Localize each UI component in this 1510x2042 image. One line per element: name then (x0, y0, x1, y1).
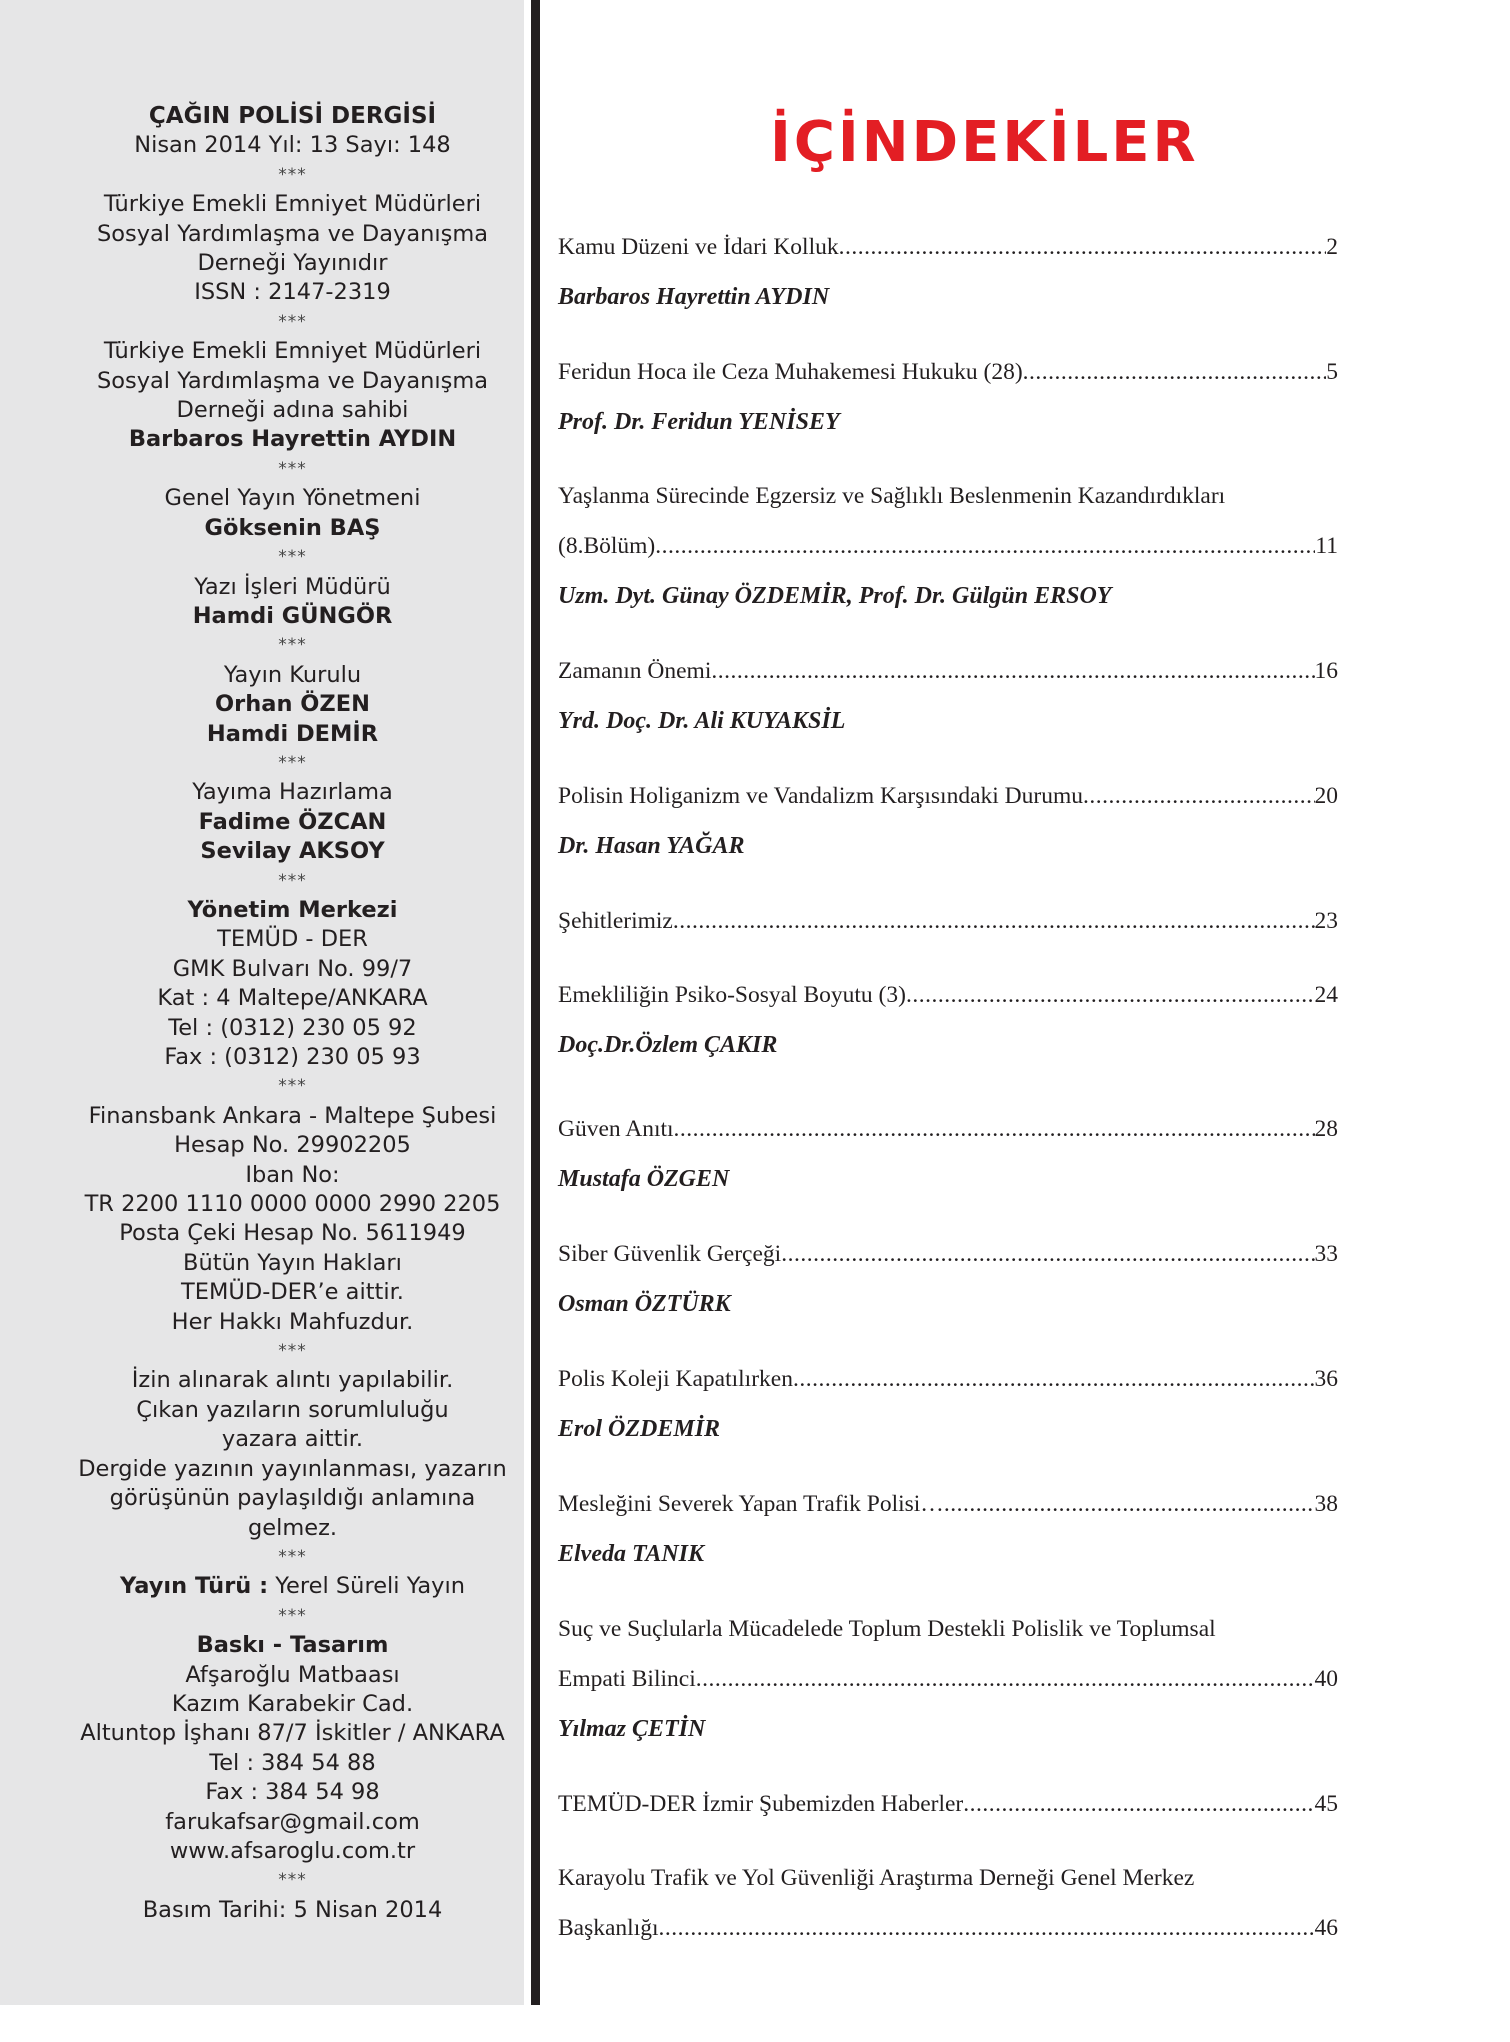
leader-dots (655, 521, 1315, 571)
toc-entry-line (558, 1903, 1338, 1953)
toc-entry-line (558, 970, 1338, 1020)
entry-page: 5 (1326, 359, 1338, 385)
issue-info: Nisan 2014 Yıl: 13 Sayı: 148 (134, 132, 451, 159)
toc-entry[interactable] (558, 1354, 1338, 1454)
notice-line: yazara aittir. (221, 1426, 364, 1453)
prep-block (0, 778, 585, 866)
entry-title: Emekliliğin Psiko-Sosyal Boyutu (3) (558, 982, 906, 1008)
toc-entry-line (558, 1104, 1338, 1154)
separator: *** (278, 635, 307, 656)
iban: TR 2200 1110 0000 0000 2990 2205 (84, 1191, 501, 1218)
entry-title-first-line: Karayolu Trafik ve Yol Güvenliği Araştırma Derneği Genel Merkez (558, 1865, 1195, 1891)
print-block (0, 1631, 585, 1866)
owner-line: Derneği adına sahibi (176, 397, 409, 424)
leader-dots (674, 1104, 1315, 1154)
hq-block (0, 896, 585, 1072)
prep-member: Sevilay AKSOY (200, 838, 385, 865)
toc-entry[interactable] (558, 1479, 1338, 1579)
entry-title: Zamanın Önemi (558, 658, 712, 684)
entry-title: Feridun Hoca ile Ceza Muhakemesi Hukuku (28) (558, 359, 1023, 385)
toc-entry-line (558, 222, 1338, 272)
separator: *** (278, 1076, 307, 1097)
separator: *** (278, 547, 307, 568)
entry-page: 2 (1326, 234, 1338, 260)
separator: *** (278, 1605, 307, 1626)
publisher-block (0, 190, 585, 308)
entry-title: Şehitlerimiz (558, 908, 673, 934)
toc-entry-line (558, 896, 1338, 946)
publication-type (0, 1572, 585, 1601)
toc-entry-line (558, 347, 1338, 397)
entry-page: 11 (1315, 533, 1338, 559)
toc-entry-line (558, 771, 1338, 821)
board-label: Yayın Kurulu (223, 661, 362, 688)
entry-title: Polis Koleji Kapatılırken (558, 1366, 793, 1392)
toc-entry-line (558, 1479, 1338, 1529)
separator: *** (278, 458, 307, 479)
toc-entry-line (558, 646, 1338, 696)
separator: *** (278, 870, 307, 891)
toc-entry[interactable] (558, 646, 1338, 746)
bank-line: Finansbank Ankara - Maltepe Şubesi (88, 1102, 497, 1129)
toc-entry[interactable] (558, 347, 1338, 447)
toc-entry-line (558, 1354, 1338, 1404)
rights-line: Bütün Yayın Hakları (183, 1249, 402, 1276)
leader-dots (659, 1903, 1315, 1953)
toc-entry[interactable] (558, 1779, 1338, 1829)
notice-line: gelmez. (247, 1514, 338, 1541)
owner-line: Türkiye Emekli Emniyet Müdürleri (103, 338, 482, 365)
toc-entry[interactable] (558, 1229, 1338, 1329)
entry-title: Güven Anıtı (558, 1116, 674, 1142)
entry-page: 36 (1314, 1366, 1338, 1392)
entry-author: Barbaros Hayrettin AYDIN (558, 284, 830, 310)
print-date: Basım Tarihi: 5 Nisan 2014 (142, 1896, 443, 1923)
leader-dots (711, 646, 1314, 696)
entry-page: 45 (1314, 1791, 1338, 1817)
print-fax: Fax : 384 54 98 (205, 1779, 380, 1806)
toc-entry[interactable] (558, 1853, 1338, 1953)
entry-page: 23 (1314, 908, 1338, 934)
hq-line: GMK Bulvarı No. 99/7 (172, 955, 413, 982)
entry-title: Empati Bilinci (558, 1666, 696, 1692)
managing-editor-block (0, 573, 585, 632)
entry-page: 33 (1314, 1241, 1338, 1267)
notice-line: Çıkan yazıların sorumluluğu (136, 1396, 449, 1423)
print-label: Baskı - Tasarım (196, 1632, 389, 1659)
print-phone: Tel : 384 54 88 (209, 1749, 376, 1776)
toc-entry[interactable] (558, 1604, 1338, 1754)
magazine-title: ÇAĞIN POLİSİ DERGİSİ (148, 103, 437, 129)
entry-author: Doç.Dr.Özlem ÇAKIR (558, 1032, 778, 1058)
separator: *** (278, 1870, 307, 1891)
board-block (0, 661, 585, 749)
entry-author: Osman ÖZTÜRK (558, 1291, 731, 1317)
notice-line: görüşünün paylaşıldığı anlamına (109, 1485, 476, 1512)
separator: *** (278, 164, 307, 185)
bank-line: Iban No: (245, 1161, 340, 1188)
type-value: Yerel Süreli Yayın (275, 1573, 465, 1600)
toc-entry[interactable] (558, 1104, 1338, 1204)
publisher-line: Derneği Yayınıdır (197, 250, 388, 277)
toc-entry[interactable] (558, 970, 1338, 1070)
entry-page: 40 (1314, 1666, 1338, 1692)
editor-block (0, 484, 585, 543)
rights-line: Her Hakkı Mahfuzdur. (171, 1308, 414, 1335)
editor-name: Göksenin BAŞ (204, 514, 381, 541)
toc-entry[interactable] (558, 771, 1338, 871)
entry-title: TEMÜD-DER İzmir Şubemizden Haberler (558, 1791, 964, 1817)
toc-title: İÇİNDEKİLER (770, 110, 1199, 175)
entry-title: Başkanlığı (558, 1915, 659, 1941)
toc-entry[interactable] (558, 896, 1338, 946)
leader-dots (673, 896, 1315, 946)
managing-name: Hamdi GÜNGÖR (192, 602, 393, 629)
entry-author: Yrd. Doç. Dr. Ali KUYAKSİL (558, 708, 846, 734)
masthead (68, 102, 518, 161)
separator: *** (278, 752, 307, 773)
print-email: farukafsar@gmail.com (165, 1808, 420, 1835)
hq-line: Kat : 4 Maltepe/ANKARA (157, 985, 428, 1012)
issn: ISSN : 2147-2319 (194, 279, 391, 306)
entry-title: (8.Bölüm) (558, 533, 656, 559)
board-member: Hamdi DEMİR (206, 720, 379, 747)
entry-author: Uzm. Dyt. Günay ÖZDEMİR, Prof. Dr. Gülgün ERSOY (558, 583, 1112, 609)
leader-dots (781, 1229, 1314, 1279)
entry-page: 38 (1314, 1491, 1338, 1517)
leader-dots (944, 1479, 1315, 1529)
hq-fax: Fax : (0312) 230 05 93 (164, 1044, 421, 1070)
prep-label: Yayıma Hazırlama (192, 779, 393, 806)
print-line: Afşaroğlu Matbaası (185, 1661, 400, 1688)
print-line: Altuntop İşhanı 87/7 İskitler / ANKARA (80, 1720, 505, 1747)
notice-line: İzin alınarak alıntı yapılabilir. (131, 1367, 454, 1394)
hq-line: TEMÜD - DER (217, 926, 368, 953)
toc-entry[interactable] (558, 471, 1338, 621)
print-line: Kazım Karabekir Cad. (171, 1690, 414, 1717)
entry-page: 28 (1314, 1116, 1338, 1142)
entry-title: Polisin Holiganizm ve Vandalizm Karşısındaki Durumu (558, 783, 1083, 809)
entry-author: Mustafa ÖZGEN (558, 1166, 730, 1192)
entry-title: Siber Güvenlik Gerçeği (558, 1241, 782, 1267)
leader-dots (696, 1654, 1315, 1704)
hq-phone: Tel : (0312) 230 05 92 (168, 1014, 417, 1041)
editor-label: Genel Yayın Yönetmeni (164, 485, 421, 512)
entry-title: Kamu Düzeni ve İdari Kolluk (558, 234, 839, 260)
leader-dots (839, 222, 1327, 272)
entry-author: Yılmaz ÇETİN (558, 1716, 706, 1742)
entry-author: Erol ÖZDEMİR (558, 1416, 721, 1442)
bank-block (0, 1102, 585, 1337)
entry-title-first-line: Yaşlanma Sürecinde Egzersiz ve Sağlıklı Beslenmenin Kazandırdıkları (558, 483, 1226, 509)
managing-label: Yazı İşleri Müdürü (194, 573, 391, 600)
entry-page: 46 (1314, 1915, 1338, 1941)
entry-author: Dr. Hasan YAĞAR (558, 833, 745, 859)
separator: *** (278, 1546, 307, 1567)
leader-dots (793, 1354, 1315, 1404)
leader-dots (1083, 771, 1315, 821)
rights-line: TEMÜD-DER’e aittir. (181, 1279, 404, 1306)
entry-page: 16 (1314, 658, 1338, 684)
notice-block (0, 1366, 585, 1542)
print-website: www.afsaroglu.com.tr (169, 1837, 416, 1864)
bank-line: Hesap No. 29902205 (174, 1132, 411, 1159)
imprint-column (0, 102, 585, 1925)
type-block (0, 1572, 585, 1601)
entry-title: Mesleğini Severek Yapan Trafik Polisi… (558, 1491, 944, 1517)
page-margin (0, 2005, 524, 2042)
entry-page: 24 (1314, 982, 1338, 1008)
notice-line: Dergide yazının yayınlanması, yazarın (78, 1455, 507, 1482)
owner-block (0, 337, 585, 455)
owner-line: Sosyal Yardımlaşma ve Dayanışma (96, 367, 489, 394)
entry-title-first-line: Suç ve Suçlularla Mücadelede Toplum Destekli Polislik ve Toplumsal (558, 1616, 1216, 1642)
entry-author: Prof. Dr. Feridun YENİSEY (558, 409, 840, 435)
bank-line: Posta Çeki Hesap No. 5611949 (119, 1220, 466, 1247)
publisher-line: Sosyal Yardımlaşma ve Dayanışma (96, 220, 489, 247)
toc-entry-line (558, 521, 1338, 571)
toc-entry-line (558, 1654, 1338, 1704)
toc-entry-line (558, 1779, 1338, 1829)
owner-name: Barbaros Hayrettin AYDIN (128, 426, 457, 453)
leader-dots (1023, 347, 1327, 397)
board-member: Orhan ÖZEN (215, 691, 370, 718)
entry-author: Elveda TANIK (558, 1541, 705, 1567)
separator: *** (278, 311, 307, 332)
leader-dots (906, 970, 1315, 1020)
separator: *** (278, 1341, 307, 1362)
toc-entry[interactable] (558, 222, 1338, 322)
entry-page: 20 (1314, 783, 1338, 809)
type-label: Yayın Türü : (120, 1573, 269, 1600)
prep-member: Fadime ÖZCAN (198, 808, 387, 835)
toc-entry-line (558, 1229, 1338, 1279)
publisher-line: Türkiye Emekli Emniyet Müdürleri (103, 191, 482, 218)
hq-label: Yönetim Merkezi (187, 896, 398, 923)
leader-dots (963, 1779, 1314, 1829)
